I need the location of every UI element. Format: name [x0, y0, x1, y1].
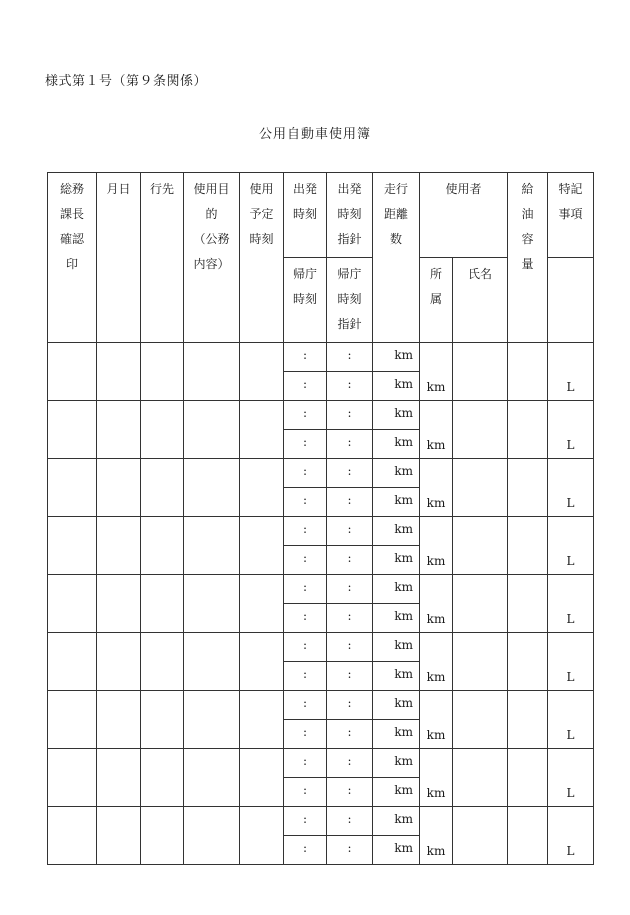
entry-departure-time-cell[interactable]: : [284, 807, 327, 836]
header-departure-meter: 出発 時刻 指針 [327, 173, 373, 258]
entry-purpose-cell[interactable] [184, 633, 240, 691]
entry-planned-time-cell[interactable] [240, 749, 284, 807]
entry-departure-time-cell[interactable]: : [284, 575, 327, 604]
entry-planned-time-cell[interactable] [240, 807, 284, 865]
entry-departure-colon: : [327, 517, 373, 546]
document-title: 公用自動車使用簿 [258, 127, 371, 142]
entry-return-meter-cell[interactable]: km [373, 836, 420, 865]
entry-return-time-cell[interactable]: : [284, 546, 327, 575]
header-name: 氏名 [453, 258, 508, 343]
entry-fuel-cell[interactable]: L [548, 691, 594, 749]
entry-return-time-cell[interactable]: : [284, 488, 327, 517]
entry-fuel-cell[interactable]: L [548, 575, 594, 633]
entry-fuel-cell[interactable]: L [548, 401, 594, 459]
entry-affiliation-cell[interactable] [453, 459, 508, 517]
entry-distance-cell[interactable]: km [420, 807, 453, 865]
entry-affiliation-cell[interactable] [453, 691, 508, 749]
entry-departure-time-cell[interactable]: : [284, 343, 327, 372]
entry-departure-time-cell[interactable]: : [284, 749, 327, 778]
form-number: 様式第１号（第９条関係） [45, 74, 208, 89]
header-remarks-blank [548, 258, 594, 343]
entry-distance-cell[interactable]: km [420, 575, 453, 633]
entry-return-colon: : [327, 604, 373, 633]
entry-fuel-cell[interactable]: L [548, 807, 594, 865]
entry-approval-cell[interactable] [48, 807, 97, 865]
entry-departure-meter-cell[interactable]: km [373, 517, 420, 546]
entry-month-day-cell[interactable] [97, 633, 141, 691]
entry-departure-colon: : [327, 575, 373, 604]
entry-return-meter-cell[interactable]: km [373, 778, 420, 807]
entry-affiliation-cell[interactable] [453, 401, 508, 459]
entry-return-colon: : [327, 488, 373, 517]
entry-return-meter-cell[interactable]: km [373, 488, 420, 517]
entry-distance-cell[interactable]: km [420, 343, 453, 401]
entry-departure-meter-cell[interactable]: km [373, 575, 420, 604]
entry-purpose-cell[interactable] [184, 401, 240, 459]
entry-purpose-cell[interactable] [184, 691, 240, 749]
entry-affiliation-cell[interactable] [453, 807, 508, 865]
header-remarks: 特記 事項 [548, 173, 594, 258]
header-purpose: 使用目 的 （公務 内容） [184, 173, 240, 343]
entry-destination-cell[interactable] [141, 691, 184, 749]
entry-return-time-cell[interactable]: : [284, 720, 327, 749]
entry-return-meter-cell[interactable]: km [373, 662, 420, 691]
entry-return-meter-cell[interactable]: km [373, 546, 420, 575]
entry-return-time-cell[interactable]: : [284, 778, 327, 807]
entry-departure-time-cell[interactable]: : [284, 691, 327, 720]
entry-purpose-cell[interactable] [184, 459, 240, 517]
entry-name-cell[interactable] [508, 459, 548, 517]
entry-name-cell[interactable] [508, 575, 548, 633]
entry-month-day-cell[interactable] [97, 459, 141, 517]
entry-purpose-cell[interactable] [184, 807, 240, 865]
header-affiliation: 所 属 [420, 258, 453, 343]
entry-return-meter-cell[interactable]: km [373, 720, 420, 749]
entry-approval-cell[interactable] [48, 459, 97, 517]
entry-return-colon: : [327, 720, 373, 749]
entry-fuel-cell[interactable]: L [548, 343, 594, 401]
entry-departure-colon: : [327, 691, 373, 720]
entry-destination-cell[interactable] [141, 749, 184, 807]
entry-destination-cell[interactable] [141, 517, 184, 575]
entry-affiliation-cell[interactable] [453, 575, 508, 633]
entry-departure-time-cell[interactable]: : [284, 633, 327, 662]
entry-planned-time-cell[interactable] [240, 691, 284, 749]
entry-destination-cell[interactable] [141, 633, 184, 691]
entry-fuel-cell[interactable]: L [548, 633, 594, 691]
entry-affiliation-cell[interactable] [453, 749, 508, 807]
entry-fuel-cell[interactable]: L [548, 749, 594, 807]
entry-return-colon: : [327, 836, 373, 865]
entry-planned-time-cell[interactable] [240, 633, 284, 691]
entry-departure-meter-cell[interactable]: km [373, 343, 420, 372]
header-fuel: 給 油 容 量 [508, 173, 548, 343]
entry-distance-cell[interactable]: km [420, 459, 453, 517]
entry-return-colon: : [327, 372, 373, 401]
entry-distance-cell[interactable]: km [420, 749, 453, 807]
entry-purpose-cell[interactable] [184, 575, 240, 633]
entry-approval-cell[interactable] [48, 517, 97, 575]
header-return-meter: 帰庁 時刻 指針 [327, 258, 373, 343]
entry-destination-cell[interactable] [141, 401, 184, 459]
entry-distance-cell[interactable]: km [420, 633, 453, 691]
entry-return-colon: : [327, 662, 373, 691]
entry-purpose-cell[interactable] [184, 749, 240, 807]
entry-departure-time-cell[interactable]: : [284, 401, 327, 430]
entry-departure-colon: : [327, 633, 373, 662]
entry-month-day-cell[interactable] [97, 517, 141, 575]
entry-return-time-cell[interactable]: : [284, 604, 327, 633]
entry-departure-meter-cell[interactable]: km [373, 807, 420, 836]
header-approval: 総務 課長 確認 印 [48, 173, 97, 343]
entry-return-meter-cell[interactable]: km [373, 372, 420, 401]
entry-name-cell[interactable] [508, 807, 548, 865]
header-month-day: 月日 [97, 173, 141, 343]
entry-month-day-cell[interactable] [97, 749, 141, 807]
entry-departure-meter-cell[interactable]: km [373, 633, 420, 662]
entry-planned-time-cell[interactable] [240, 401, 284, 459]
entry-return-colon: : [327, 430, 373, 459]
entry-departure-meter-cell[interactable]: km [373, 749, 420, 778]
entry-month-day-cell[interactable] [97, 575, 141, 633]
entry-distance-cell[interactable]: km [420, 401, 453, 459]
entry-affiliation-cell[interactable] [453, 517, 508, 575]
entry-month-day-cell[interactable] [97, 401, 141, 459]
entry-distance-cell[interactable]: km [420, 517, 453, 575]
entry-affiliation-cell[interactable] [453, 343, 508, 401]
entry-return-colon: : [327, 546, 373, 575]
entry-destination-cell[interactable] [141, 459, 184, 517]
header-planned-time: 使用 予定 時刻 [240, 173, 284, 343]
entry-destination-cell[interactable] [141, 575, 184, 633]
entry-fuel-cell[interactable]: L [548, 459, 594, 517]
entry-name-cell[interactable] [508, 517, 548, 575]
entry-name-cell[interactable] [508, 633, 548, 691]
entry-departure-colon: : [327, 807, 373, 836]
entry-month-day-cell[interactable] [97, 807, 141, 865]
entry-approval-cell[interactable] [48, 343, 97, 401]
entry-purpose-cell[interactable] [184, 517, 240, 575]
header-destination: 行先 [141, 173, 184, 343]
entry-departure-meter-cell[interactable]: km [373, 691, 420, 720]
entry-approval-cell[interactable] [48, 749, 97, 807]
entry-destination-cell[interactable] [141, 807, 184, 865]
entry-return-time-cell[interactable]: : [284, 430, 327, 459]
entry-return-time-cell[interactable]: : [284, 836, 327, 865]
header-user: 使用者 [420, 173, 508, 258]
entry-return-meter-cell[interactable]: km [373, 604, 420, 633]
entry-approval-cell[interactable] [48, 633, 97, 691]
entry-affiliation-cell[interactable] [453, 633, 508, 691]
entry-name-cell[interactable] [508, 691, 548, 749]
header-return-time: 帰庁 時刻 [284, 258, 327, 343]
entry-purpose-cell[interactable] [184, 343, 240, 401]
entry-return-colon: : [327, 778, 373, 807]
entry-fuel-cell[interactable]: L [548, 517, 594, 575]
entry-approval-cell[interactable] [48, 691, 97, 749]
entry-name-cell[interactable] [508, 749, 548, 807]
header-departure-time: 出発 時刻 [284, 173, 327, 258]
entry-planned-time-cell[interactable] [240, 517, 284, 575]
entry-departure-time-cell[interactable]: : [284, 517, 327, 546]
entry-planned-time-cell[interactable] [240, 343, 284, 401]
vehicle-usage-log-table [47, 172, 594, 865]
entry-return-time-cell[interactable]: : [284, 662, 327, 691]
entry-month-day-cell[interactable] [97, 343, 141, 401]
entry-return-time-cell[interactable]: : [284, 372, 327, 401]
entry-departure-time-cell[interactable]: : [284, 459, 327, 488]
entry-planned-time-cell[interactable] [240, 459, 284, 517]
entry-return-meter-cell[interactable]: km [373, 430, 420, 459]
entry-departure-colon: : [327, 401, 373, 430]
entry-departure-colon: : [327, 459, 373, 488]
entry-approval-cell[interactable] [48, 401, 97, 459]
entry-name-cell[interactable] [508, 401, 548, 459]
entry-month-day-cell[interactable] [97, 691, 141, 749]
entry-departure-colon: : [327, 343, 373, 372]
entry-distance-cell[interactable]: km [420, 691, 453, 749]
entry-planned-time-cell[interactable] [240, 575, 284, 633]
entry-departure-meter-cell[interactable]: km [373, 401, 420, 430]
entry-departure-meter-cell[interactable]: km [373, 459, 420, 488]
entry-name-cell[interactable] [508, 343, 548, 401]
entry-departure-colon: : [327, 749, 373, 778]
header-distance: 走行 距離 数 [373, 173, 420, 343]
entry-approval-cell[interactable] [48, 575, 97, 633]
entry-destination-cell[interactable] [141, 343, 184, 401]
